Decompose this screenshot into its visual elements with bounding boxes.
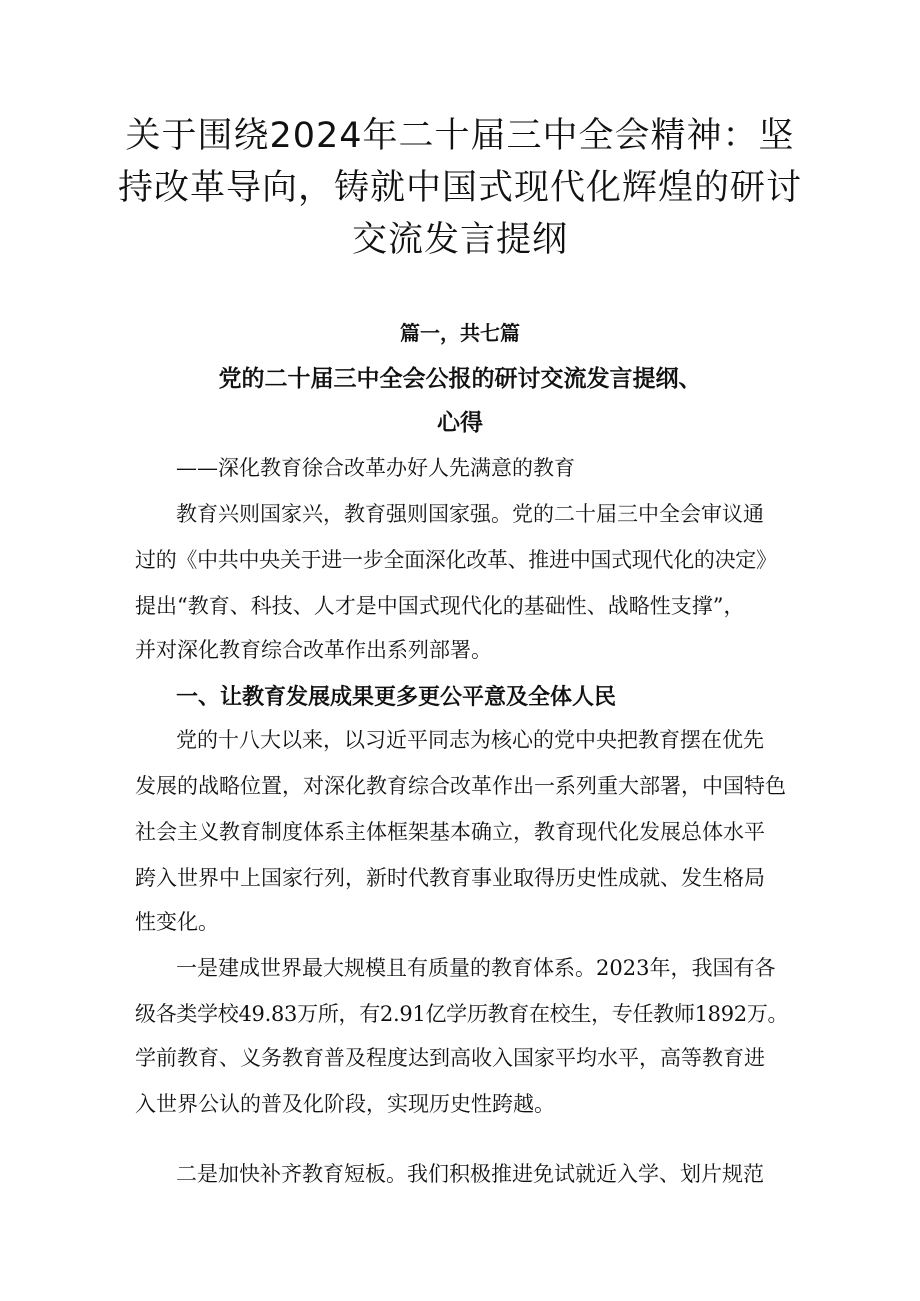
- document-title: [110, 110, 810, 266]
- paragraph-line: 发展的战略位置，对深化教育综合改革作出一系列重大部署，中国特色: [135, 774, 786, 798]
- paragraph-line: 教育兴则国家兴，教育强则国家强。党的二十届三中全会审议通: [176, 502, 764, 526]
- paragraph-line: 二是加快补齐教育短板。我们积极推进免试就近入学、划片规范: [176, 1162, 764, 1186]
- paragraph-line: 过的《中共中央关于进一步全面深化改革、推进中国式现代化的决定》: [135, 548, 777, 572]
- paragraph-line: 一是建成世界最大规模且有质量的教育体系。2023年，我国有各: [176, 956, 776, 980]
- section-heading: 一、让教育发展成果更多更公平意及全体人民: [176, 685, 617, 710]
- series-label: 篇一，共七篇: [400, 321, 520, 345]
- paragraph-line: 并对深化教育综合改革作出系列部署。: [135, 638, 492, 662]
- paragraph-line: 社会主义教育制度体系主体框架基本确立，教育现代化发展总体水平: [135, 820, 765, 844]
- dash-subtitle: ——深化教育徐合改革办好人先满意的教育: [176, 456, 575, 480]
- title-line: 持改革导向，铸就中国式现代化辉煌的研讨: [117, 168, 802, 208]
- title-line: 交流发言提纲: [351, 220, 568, 260]
- paragraph-line: 提出“教育、科技、人才是中国式现代化的基础性、战略性支撑”，: [135, 594, 745, 618]
- paragraph-line: 性变化。: [135, 910, 219, 934]
- paragraph-line: 级各类学校49.83万所，有2.91亿学历教育在校生，专任教师1892万。: [135, 1002, 789, 1026]
- paragraph-line: 学前教育、义务教育普及程度达到高收入国家平均水平，高等教育进: [135, 1046, 765, 1070]
- paragraph-line: 跨入世界中上国家行列，新时代教育事业取得历史性成就、发生格局: [135, 866, 765, 890]
- title-line: 关于围绕2024年二十届三中全会精神：坚: [125, 116, 795, 156]
- paragraph-line: 入世界公认的普及化阶段，实现历史性跨越。: [135, 1092, 555, 1116]
- paragraph-line: 党的十八大以来，以习近平同志为核心的党中央把教育摆在优先: [176, 728, 764, 752]
- article-title-line: 党的二十届三中全会公报的研讨交流发言提纲、: [218, 366, 702, 392]
- article-title-line: 心得: [437, 410, 483, 436]
